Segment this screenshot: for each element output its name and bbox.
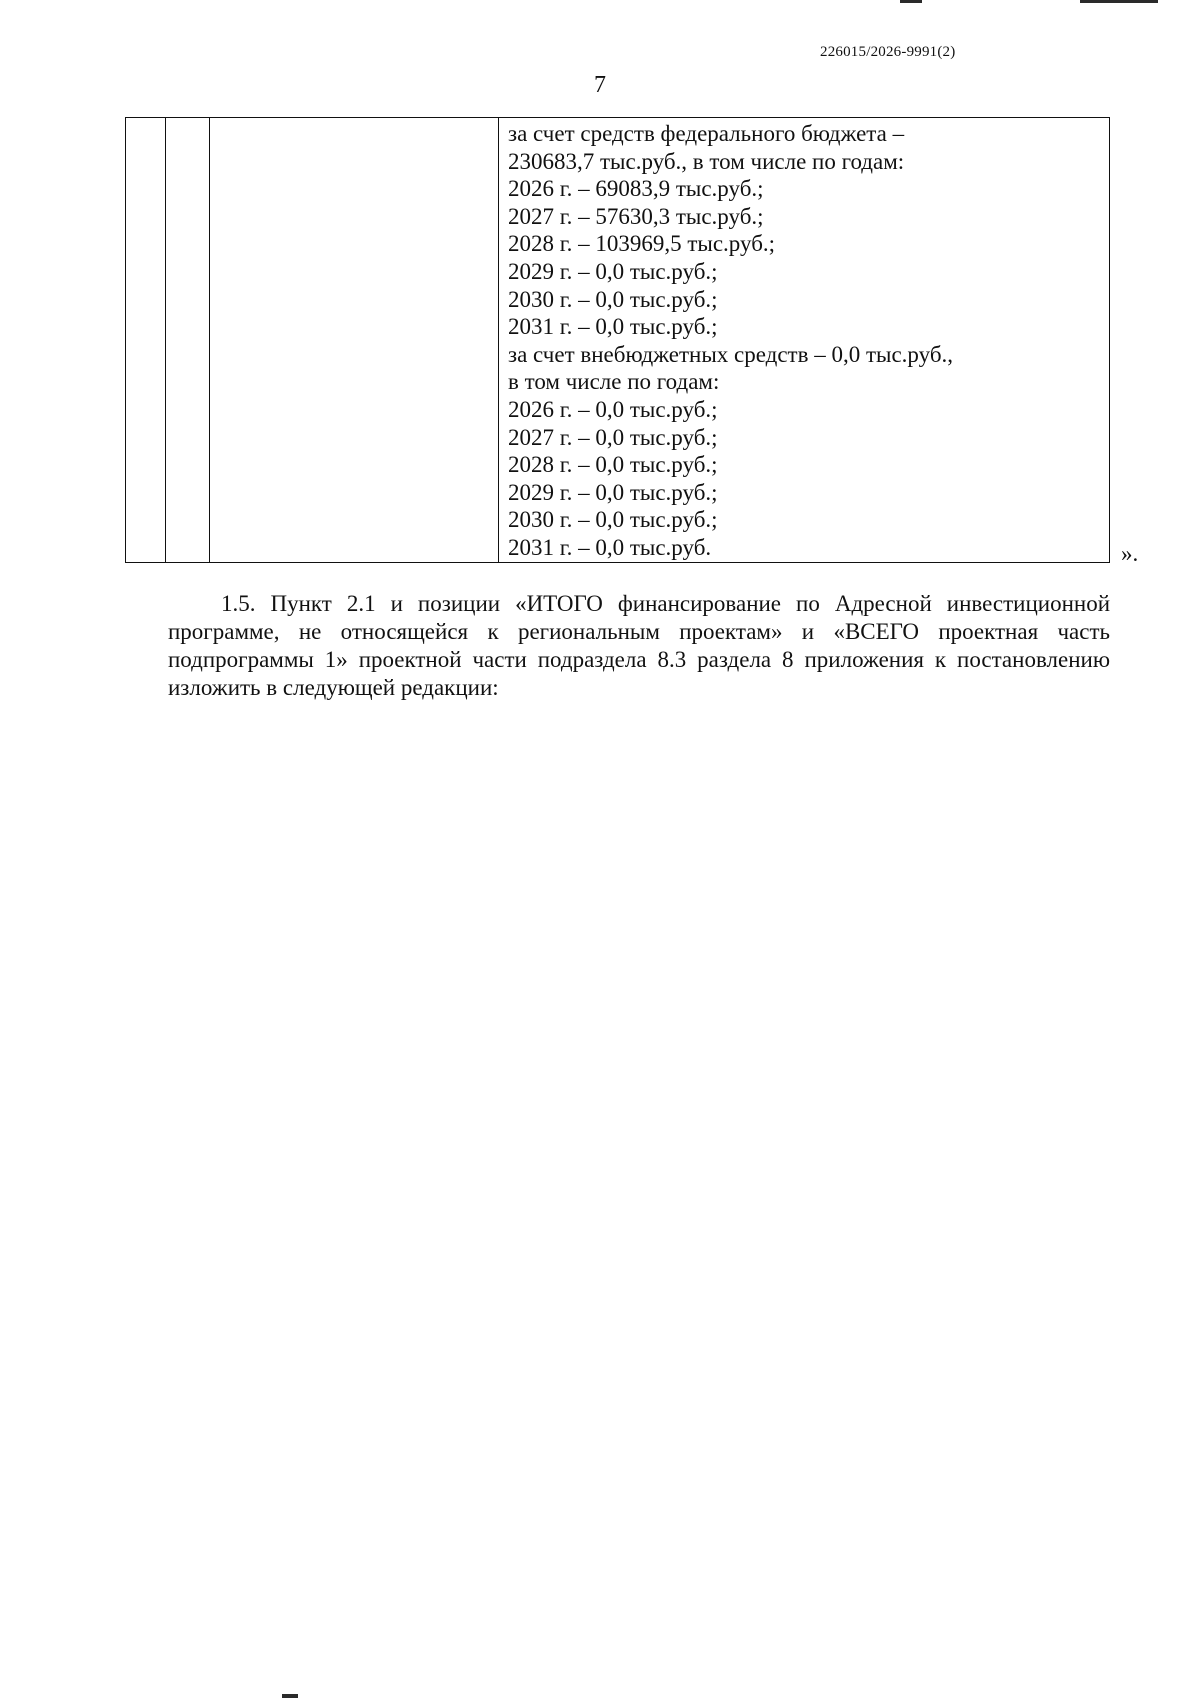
cell-line: 2028 г. – 103969,5 тыс.руб.; [508, 231, 776, 257]
body-paragraph: 1.5. Пункт 2.1 и позиции «ИТОГО финансирование по Адресной инвестиционной программе, не относящейся к региональным проектам» и «ВСЕГО проектная часть подпрограммы 1» проектной части подраздела 8.3 раздела 8 приложения к постановлению изложить в следующей редакции: [168, 591, 1110, 700]
scan-artifact-top-left [900, 0, 922, 3]
cell-line: 2030 г. – 0,0 тыс.руб.; [508, 286, 718, 312]
scan-artifact-bottom [282, 1694, 298, 1698]
cell-line: за счет средств федерального бюджета – [508, 121, 905, 146]
cell-line: 2027 г. – 57630,3 тыс.руб.; [508, 203, 764, 229]
cell-line: за счет внебюджетных средств – 0,0 тыс.руб., [508, 341, 954, 367]
cell-line: 2026 г. – 0,0 тыс.руб.; [508, 396, 718, 422]
cell-line: 2031 г. – 0,0 тыс.руб. [508, 534, 712, 560]
table-column-divider-3 [498, 118, 499, 562]
cell-line: 230683,7 тыс.руб., в том числе по годам: [508, 148, 905, 174]
table-column-divider-1 [165, 118, 166, 562]
table-column-divider-2 [209, 118, 210, 562]
cell-line: 2030 г. – 0,0 тыс.руб.; [508, 507, 718, 533]
document-number: 226015/2026-9991(2) [820, 44, 956, 60]
financing-table [125, 117, 1110, 563]
cell-line: 2027 г. – 0,0 тыс.руб.; [508, 424, 718, 450]
page-number: 7 [594, 72, 606, 98]
scan-artifact-top-right [1080, 0, 1158, 3]
cell-line: 2026 г. – 69083,9 тыс.руб.; [508, 176, 764, 202]
cell-line: в том числе по годам: [508, 369, 720, 395]
cell-line: 2029 г. – 0,0 тыс.руб.; [508, 479, 718, 505]
closing-quote: ». [1121, 541, 1139, 566]
cell-line: 2028 г. – 0,0 тыс.руб.; [508, 452, 718, 478]
cell-line: 2029 г. – 0,0 тыс.руб.; [508, 258, 718, 284]
cell-line: 2031 г. – 0,0 тыс.руб.; [508, 314, 718, 340]
financing-cell [508, 120, 953, 562]
